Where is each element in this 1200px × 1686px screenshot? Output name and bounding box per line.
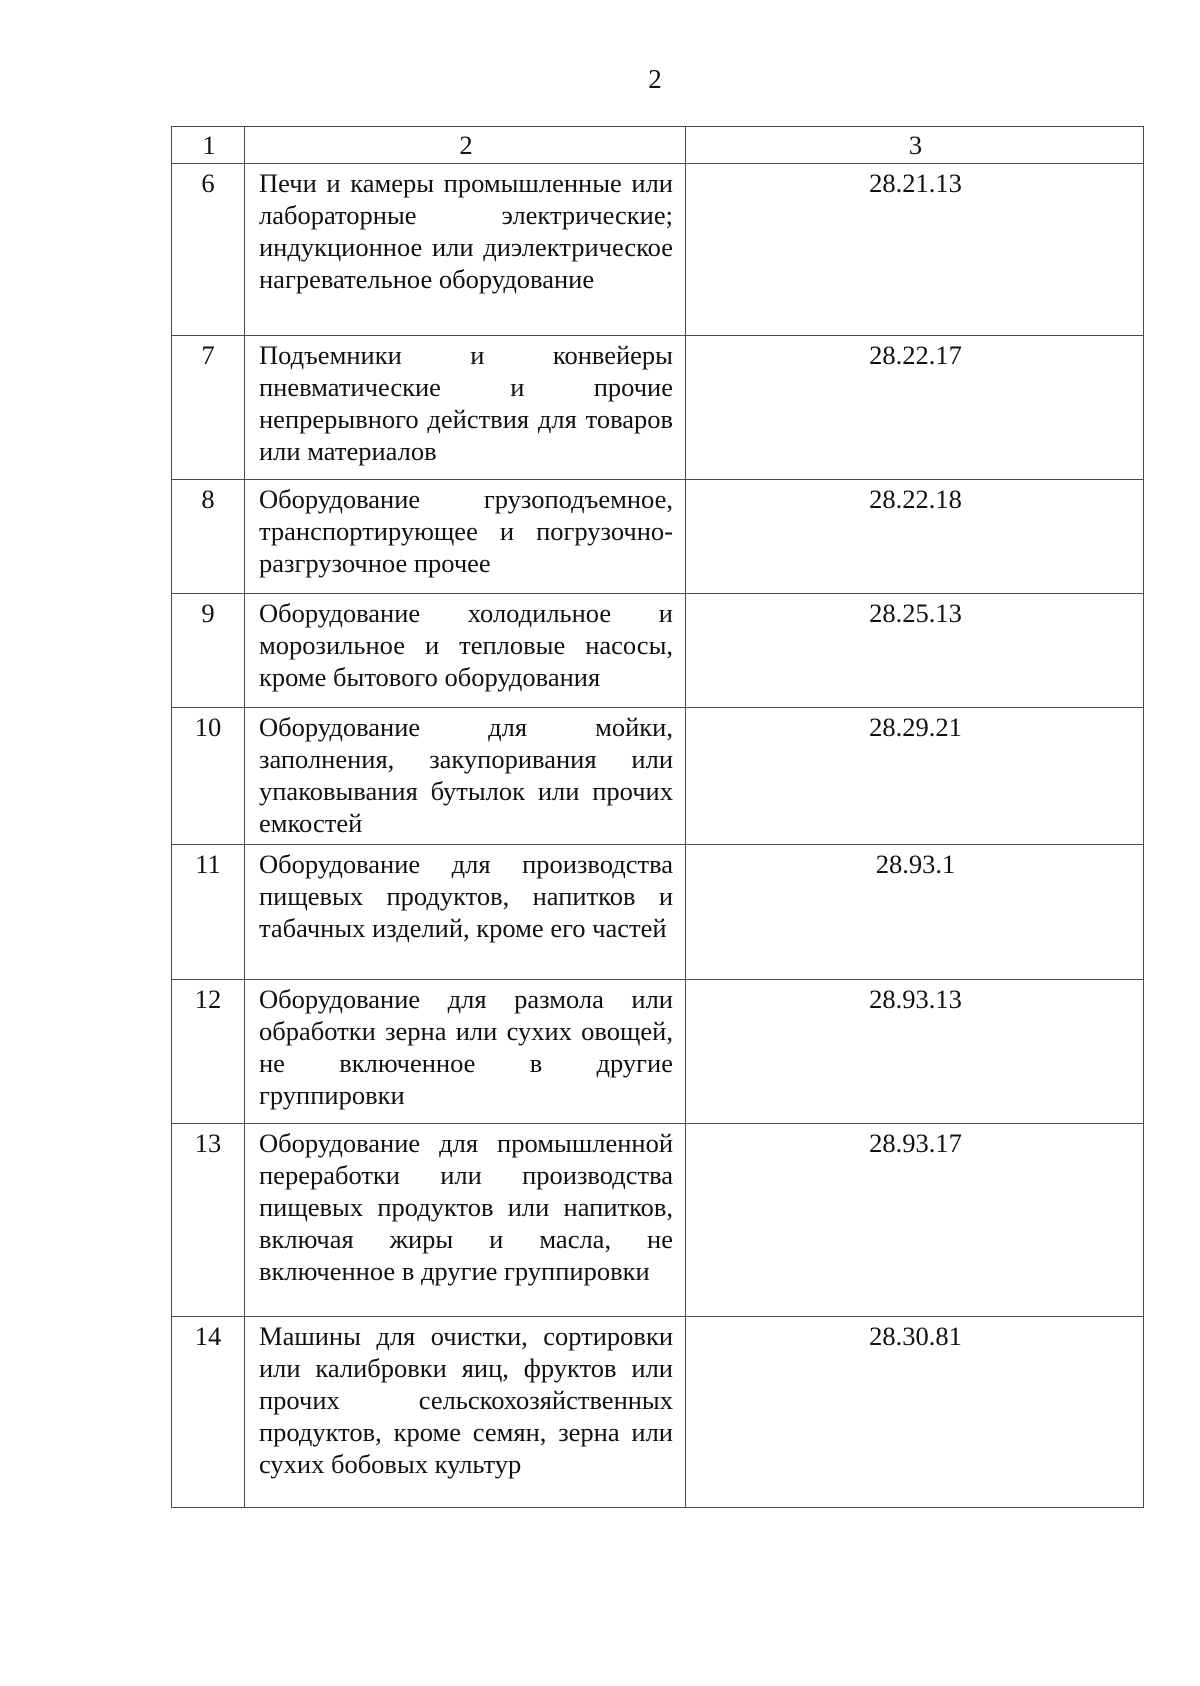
table-header-row (172, 127, 1144, 164)
header-cell-2: 2 (245, 127, 686, 164)
table-row (172, 708, 1144, 845)
row-name: Подъемники и конвейеры пневматические и прочие непрерывного действия для товаров или материалов (245, 336, 686, 480)
table-row (172, 1317, 1144, 1508)
row-name: Оборудование для промышленной переработки или производства пищевых продуктов или напитков, включая жиры и масла, не включенное в другие группировки (245, 1124, 686, 1317)
row-code: 28.93.1 (686, 845, 1144, 980)
row-number: 11 (172, 845, 245, 980)
row-number: 8 (172, 480, 245, 594)
row-name: Оборудование холодильное и морозильное и тепловые насосы, кроме бытового оборудования (245, 594, 686, 708)
row-code: 28.29.21 (686, 708, 1144, 845)
table-row (172, 480, 1144, 594)
row-number: 14 (172, 1317, 245, 1508)
header-cell-3: 3 (686, 127, 1144, 164)
row-number: 9 (172, 594, 245, 708)
row-number: 12 (172, 980, 245, 1124)
table-row (172, 594, 1144, 708)
row-code: 28.21.13 (686, 164, 1144, 336)
row-name: Оборудование грузоподъемное, транспортирующее и погрузочно-разгрузочное прочее (245, 480, 686, 594)
row-name: Машины для очистки, сортировки или калибровки яиц, фруктов или прочих сельскохозяйственных продуктов, кроме семян, зерна или сухих бобовых культур (245, 1317, 686, 1508)
row-code: 28.25.13 (686, 594, 1144, 708)
row-name: Печи и камеры промышленные или лабораторные электрические; индукционное или диэлектрическое нагревательное оборудование (245, 164, 686, 336)
table-row (172, 980, 1144, 1124)
page-number: 2 (648, 64, 662, 94)
row-name: Оборудование для размола или обработки зерна или сухих овощей, не включенное в другие группировки (245, 980, 686, 1124)
equipment-table (171, 126, 1144, 1508)
table-row (172, 164, 1144, 336)
table-row (172, 336, 1144, 480)
row-code: 28.30.81 (686, 1317, 1144, 1508)
table-row (172, 845, 1144, 980)
table-row (172, 1124, 1144, 1317)
row-code: 28.93.13 (686, 980, 1144, 1124)
row-number: 10 (172, 708, 245, 845)
row-name: Оборудование для производства пищевых продуктов, напитков и табачных изделий, кроме его частей (245, 845, 686, 980)
row-number: 7 (172, 336, 245, 480)
row-code: 28.22.17 (686, 336, 1144, 480)
header-cell-1: 1 (172, 127, 245, 164)
row-number: 6 (172, 164, 245, 336)
row-code: 28.22.18 (686, 480, 1144, 594)
row-number: 13 (172, 1124, 245, 1317)
row-name: Оборудование для мойки, заполнения, закупоривания или упаковывания бутылок или прочих емкостей (245, 708, 686, 845)
row-code: 28.93.17 (686, 1124, 1144, 1317)
